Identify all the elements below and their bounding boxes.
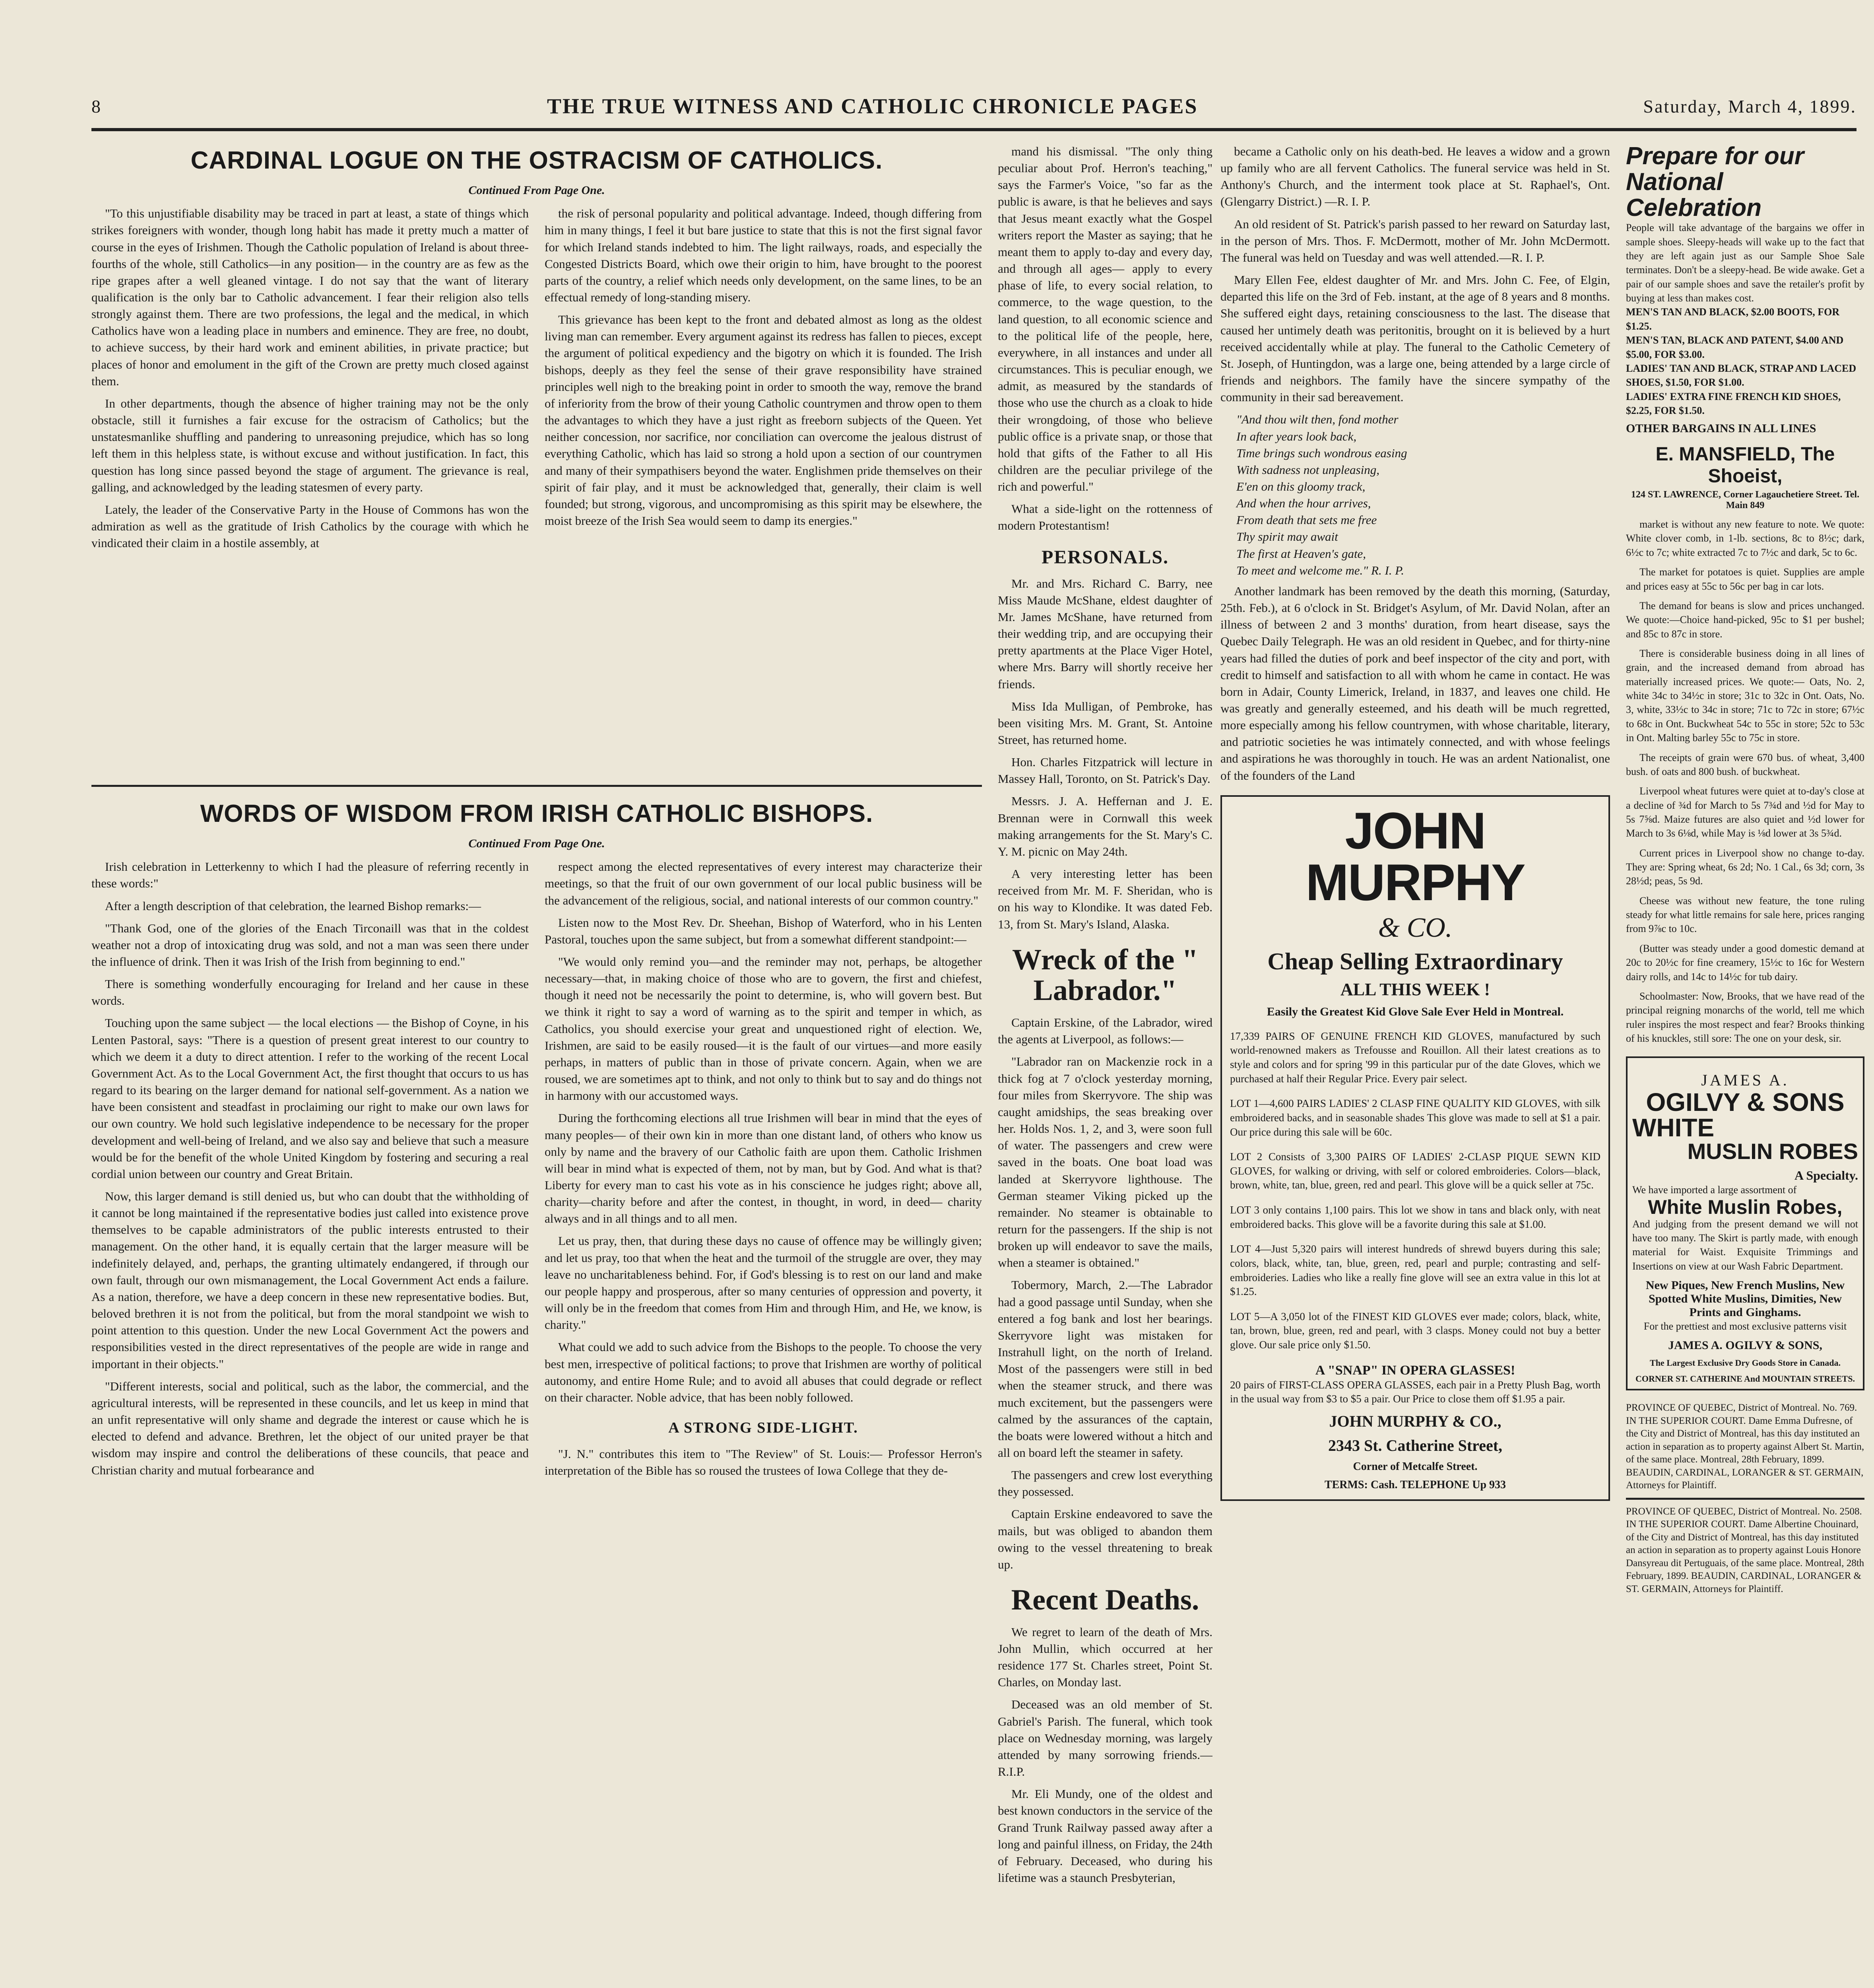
paragraph: the risk of personal popularity and political advantage. Indeed, though differing from him in many things, I feel it but bare justice to state that this is not the first signal favor for which Ireland stands indebted to him. The light railways, roads, and especially the Congested Districts Board, which owe their origin to him, have brought to the poorest parts of the country, a relief which needs only development, on the same lines, to be an effectual remedy of long-standing misery. [545, 206, 982, 304]
paragraph: "We would only remind you—and the reminder may not, perhaps, be altogether necessary—that, in making choice of those who are to govern, the first and chiefest, though it need not be necessarily the point to determine, is, who will govern best. But we think it right to say a word of warning as to the spirit and temper in which, as Catholics, you should exercise your great and unquestioned right of election. We, Irishmen, are said to be easily roused—it is the fault of our virtues—and more easily perhaps, in matters of public than in those of private concern. Again, when we are roused, we are sometimes apt to think, and not only to think but to say and do things not in harmony with our accustomed ways. [545, 954, 982, 1103]
paragraph: A very interesting letter has been received from Mr. M. F. Sheridan, who is on his way to Klondike. It was dated Feb. 13, from St. Mary's Island, Alaska. [998, 867, 1212, 931]
ad-snap-text: 20 pairs of FIRST-CLASS OPERA GLASSES, each pair in a Pretty Plush Bag, worth in the usual way from $3 to $5 a pair. Our Price to close them off $1.95 a pair. [1230, 1378, 1600, 1405]
masthead [91, 84, 1857, 131]
paragraph: "J. N." contributes this item to "The Review" of St. Louis:— Professor Herron's interpretation of the Bible has so roused the trustees of Iowa College that they de- [545, 1446, 982, 1477]
paragraph: An old resident of St. Patrick's parish passed to her reward on Saturday last, in the person of Mrs. Thos. F. McDermott, mother of Mr. John McDermott. The funeral was held on Tuesday and was well attended.—R. I. P. [1220, 217, 1610, 264]
paragraph: There is considerable business doing in all lines of grain, and the increased demand from abroad has materially increased prices. We quote:— Oats, No. 2, white 34c to 34½c in store; 31c to 32c in Ont. Oats, No. 3, white, 33½c to 34c in store; 71c to 72c in store; 67½c to 68c in Ont. Buckwheat 54c to 55c in store; 52c to 53c in Ont. Malting barley 55c to 75c in store. [1626, 647, 1864, 744]
paragraph: The market for potatoes is quiet. Supplies are ample and prices easy at 55c to 56c per bag in car lots. [1626, 566, 1864, 592]
deaths-body [998, 1624, 1212, 1886]
paragraph: Cheese was without new feature, the tone ruling steady for what little remains for sale here, prices ranging from 9⅞c to 10c. [1626, 895, 1864, 935]
ad-lots [1230, 1029, 1600, 1352]
white-heading: WHITE [1632, 1113, 1715, 1142]
ad-footer-name: JOHN MURPHY & CO., [1329, 1412, 1502, 1430]
verse-line: Thy spirit may await [1236, 530, 1338, 544]
verse-line: The first at Heaven's gate, [1236, 546, 1366, 561]
paragraph: What could we add to such advice from the Bishops to the people. To choose the very best men, irrespective of political factions; to prove that Irishmen are worthy of political autonomy, and entire Home Rule; and to avoid all abuses that could degrade or reflect on their character. Noble advice, that has been nobly followed. [545, 1340, 982, 1404]
divider [1626, 1498, 1864, 1500]
article-headline: WORDS OF WISDOM FROM IRISH CATHOLIC BISHOPS. [200, 800, 873, 827]
article-column-a [91, 205, 529, 557]
paragraph: mand his dismissal. "The only thing peculiar about Prof. Herron's teaching," says the Farmer's Voice, "so far as the public is aware, is that he believes and says that Jesus meant exactly what the Gospel writers report the Master as saying; that he meant them to apply to-day and every day, and through all ages— apply to every phase of life, to every social relation, to commerce, to the wage question, to the land question, to all economic science and to the political life of the people, here, everywhere, in all instances and under all circumstances. This is peculiar enough, we admit, as measured by the standards of those who use the church as a cloak to hide their wrongdoing, of those who believe public office is a private snap, or those that hold that gifts of the Father to all His children are the peculiar privilege of the rich and powerful." [998, 144, 1212, 494]
paragraph: Mr. and Mrs. Richard C. Barry, nee Miss Maude McShane, eldest daughter of Mr. James McShane, have returned from their wedding trip, and are occupying their pretty apartments at the Place Viger Hotel, where Mrs. Barry will shortly receive her friends. [998, 576, 1212, 691]
verse-line: "And thou wilt then, fond mother [1236, 412, 1399, 427]
obituaries [1220, 143, 1610, 406]
article-column-b [545, 858, 982, 1485]
paragraph: Deceased was an old member of St. Gabriel's Parish. The funeral, which took place on Wednesday morning, was largely attended by many sorrowing friends.—R.I.P. [998, 1697, 1212, 1779]
paragraph: Schoolmaster: Now, Brooks, that we have read of the principal reigning monarchs of the world, tell me which ruler inspires the most respect and fear? Brooks thinking of his knuckles, still sore: The one on your desk, sir. [1626, 990, 1864, 1044]
paragraph: Another landmark has been removed by the death this morning, (Saturday, 25th. Feb.), at 6 o'clock in St. Bridget's Asylum, of Mr. David Nolan, after an illness of between 2 and 3 months' duration, from heart disease, says the Quebec Daily Telegraph. He was an old resident in Quebec, and for thirty-nine years had filled the duties of pork and beef inspector of the city and port, with credit to himself and satisfaction to all with whom he came in contact. He was born in Adair, County Limerick, Ireland, in 1837, and leaves one child. He was greatly and generally esteemed, and his death will be much regretted, more especially among his fellow countrymen, with whose charitable, literary, and patriotic societies he was intimately connected, and with whose feelings and aspirations he was thoroughly in touch. He was an ardent Nationalist, one of the founders of the Land [1220, 584, 1610, 782]
ogilvy-text: And judging from the present demand we will not have too many. The Skirt is partly made, with enough material for Waist. Exquisite Trimmings and Insertions on view at our Wash Fabric Department. [1632, 1218, 1858, 1272]
verse-line: From death that sets me free [1236, 513, 1377, 527]
paragraph: This grievance has been kept to the front and debated almost as long as the oldest living man can remember. Every argument against its redress has fallen to pieces, except the argument of political expediency and the bigotry on which it is founded. The Irish bishops, deeply as they feel the sense of their grave responsibility have strained principles well nigh to the breaking point in order to smooth the way, remove the brand of inferiority from the brow of their young Catholic countrymen and throw open to them the advantages to which they have a just right as freeborn subjects of the Queen. Yet neither concession, nor sacrifice, nor conciliation can overcome the jealous distrust of everything Catholic, which has laid so strong a hold upon a section of our countrymen and many of their sympathisers beyond the water. Englishmen pride themselves on their spirit of fair play, and it must be acknowledged that, generally, their claim is well founded; but strong, vigorous, and uncompromising as this spirit may be elsewhere, the moist breeze of the Irish Sea would seem to damp its energies." [545, 313, 982, 528]
personals-body [998, 575, 1212, 933]
paragraph: market is without any new feature to note. We quote: White clover comb, in 1-lb. sections, 8c to 8½c; dark, 6½c to 7c; white extracted 7c to 7½c and dark, 5c to 6c. [1626, 518, 1864, 558]
paragraph: "Thank God, one of the glories of the Enach Tirconaill was that in the coldest weather not a drop of intoxicating drug was sold, and not a man was seen there under the influence of drink. Then it was Irish of the Irish from beginning to end." [91, 921, 529, 969]
paragraph: Mr. Eli Mundy, one of the oldest and best known conductors in the service of the Grand Trunk Railway passed away after a long and painful illness, on Friday, the 24th of February. Deceased, who during his lifetime was a staunch Presbyterian, [998, 1787, 1212, 1885]
paragraph: "To this unjustifiable disability may be traced in part at least, a state of things which strikes foreigners with wonder, though long habit has made it pretty much a matter of course in the eyes of Irishmen. Though the Catholic population of Ireland is about three-fourths of the whole, still Catholics—in any position— in the country are as few as the ripe grapes after a well gleaned vintage. I do not say that the want of literary qualification is the only bar to Catholic advancement. I fear their religion also tells strongly against them. There are two professions, the legal and the medical, in which Catholics have won a leading place in numbers and eminence. They are free, no doubt, to achieve success, by their hard work and eminent abilities, in private practice; but places of honor and emolument in the gift of the Crown are pretty much closed against them. [91, 206, 529, 388]
paragraph: Mary Ellen Fee, eldest daughter of Mr. and Mrs. John C. Fee, of Elgin, departed this life on the 3rd of Feb. instant, at the age of 8 years and 8 months. She suffered eight days, retaining consciousness to the last. The disease that caused her untimely death was peritonitis, brought on it is believed by a hurt received accidentally while at play. The funeral to the Catholic Cemetery of St. Joseph, of Huntingdon, was a large one, being attended by a large circle of friends and neighbors. The family have the sincere sympathy of the community in their sad bereavement. [1220, 273, 1610, 404]
paragraph: Captain Erskine, of the Labrador, wired the agents at Liverpool, as follows:— [998, 1015, 1212, 1046]
muslin-robes-heading: MUSLIN ROBES [1687, 1139, 1858, 1164]
paragraph: respect among the elected representatives of every interest may characterize their meetings, so that the fruit of our own government of our local public business will be the advancement of the religious, social, and national interests of our common country." [545, 860, 982, 907]
paragraph: What a side-light on the rottenness of modern Protestantism! [998, 502, 1212, 533]
ad-snap-heading: A "SNAP" IN OPERA GLASSES! [1315, 1363, 1515, 1378]
price-line: MEN'S TAN AND BLACK, $2.00 BOOTS, FOR $1.25. [1626, 306, 1840, 332]
column-five [1626, 143, 1864, 1988]
shoe-ad-text: People will take advantage of the bargains we offer in sample shoes. Sleepy-heads will wake up to the fact that they are left again just as our Sample Shoe Sale terminates. Don't be a sleepy-head. Be wide awake. Get a pair of our sample shoes and save the retailer's profit by buying at less than makes cost. [1626, 222, 1864, 304]
paragraph: In other departments, though the absence of higher training may not be the only obstacle, still it furnishes a fair excuse for the ostracism of Catholics; but the unstatesmanlike shuffling and pandering to unreasoning prejudice, which has so long left them in this helpless state, is without excuse and without justification. In fact, this question has long since passed beyond the stage of argument. The grievance is real, galling, and acknowledged by the leading statesmen of every party. [91, 396, 529, 494]
paragraph: We regret to learn of the death of Mrs. John Mullin, which occurred at her residence 177 St. Charles street, Point St. Charles, on Monday last. [998, 1625, 1212, 1689]
mansfield-address: 124 ST. LAWRENCE, Corner Lagauchetiere Street. Tel. Main 849 [1631, 489, 1860, 511]
shoe-price-list [1626, 305, 1864, 417]
continued-note: Continued From Page One. [468, 837, 605, 850]
ad-lead: Easily the Greatest Kid Glove Sale Ever Held in Montreal. [1267, 1005, 1564, 1018]
newspaper-title: THE TRUE WITNESS AND CATHOLIC CHRONICLE PAGES [547, 94, 1198, 118]
paragraph: Now, this larger demand is still denied us, but who can doubt that the withholding of it cannot be long maintained if the representative bodies just called into existence prove themselves to be capable administrators of the public interests entrusted to their management. On the other hand, it is equally certain that the larger measure will be indefinitely delayed, and, perhaps, the granting ultimately endangered, if through our own fault, through our own mismanagement, the Local Government Act ends a failure. As a nation, therefore, we have a deep concern in these new representative bodies. But, beloved brethren it is not from the political, but from the moral standpoint we wish to point attention to this question. Under the new Local Government Act the powers and responsibilities vested in the direct representatives of the people are wide in range and important in their objects." [91, 1189, 529, 1371]
other-bargains: OTHER BARGAINS IN ALL LINES [1626, 422, 1816, 435]
paragraph: Messrs. J. A. Heffernan and J. E. Brennan were in Cornwall this week making arrangements for the St. Mary's C. Y. M. picnic on May 24th. [998, 794, 1212, 858]
paragraph: Captain Erskine endeavored to save the mails, but was obliged to abandon them owing to the vessel threatening to break up. [998, 1507, 1212, 1571]
price-line: MEN'S TAN, BLACK AND PATENT, $4.00 AND $5.00, FOR $3.00. [1626, 334, 1844, 360]
article-column-a [91, 858, 529, 1485]
paragraph: Current prices in Liverpool show no change to-day. They are: Spring wheat, 6s 2d; No. 1 Cal., 6s 3d; corn, 3s 28½d; peas, 5s 9d. [1626, 847, 1864, 887]
paragraph: "Different interests, social and political, such as the labor, the commercial, and the agricultural interests, will be represented in these councils, and let us keep in mind that an unfit representative will only shame and degrade the interest or cause which he is elected to defend and advance. Brethren, let the object of our united prayer be that wisdom may inspire and control the deliberations of these councils, that peace and Christian charity and mutual forbearance and [91, 1379, 529, 1477]
price-line: LADIES' EXTRA FINE FRENCH KID SHOES, $2.25, FOR $1.50. [1626, 390, 1841, 416]
page-number: 8 [91, 96, 102, 116]
ad-lot: LOT 3 only contains 1,100 pairs. This lot we show in tans and black only, with neat embroidered backs. This glove will be a favorite during this sale at $1.00. [1230, 1204, 1600, 1230]
paragraph: The receipts of grain were 670 bus. of wheat, 3,400 bush. of oats and 800 bush. of buckwheat. [1626, 751, 1864, 777]
paragraph: Let us pray, then, that during these days no cause of offence may be willingly given; and let us pray, too that when the heat and the turmoil of the struggle are over, they may leave no uncharitableness behind. For, if God's blessing is to rest on our land and make our people happy and prosperous, after so many centuries of oppression and poverty, it will only be in the freedom that comes from Him and through Him, and He, we know, is charity." [545, 1234, 982, 1332]
paragraph: "Labrador ran on Mackenzie rock in a thick fog at 7 o'clock yesterday morning, four miles from Skerryvore. The ship was caught amidships, the seas breaking over her. Holds Nos. 1, 2, and 3, were soon full of water. The passengers and crew were saved in the boats. One boat load was landed at Skerryvore lighthouse. The German steamer Viking picked up the remainder. No steamer is obtainable to return for the passengers. If the ship is not broken up will endeavor to save the mails, when a steamer is obtained." [998, 1054, 1212, 1270]
right-market-notes [1626, 517, 1864, 1045]
paragraph: Tobermory, March, 2.—The Labrador had a good passage until Sunday, when she entered a fog bank and lost her bearings. Skerryvore light was mistaken for Instrahull light, on the north of Ireland. Most of the passengers were still in bed when the steamer struck, and there was much excitement, but the passengers were calmed by the assurances of the captain, the boats were lowered without a hitch and all on board left the steamer in safety. [998, 1278, 1212, 1460]
piques-line: New Piques, New French Muslins, New Spotted White Muslins, Dimities, New Prints and Ginghams. [1645, 1279, 1845, 1319]
verse-line: To meet and welcome me." R. I. P. [1236, 563, 1404, 577]
advertiser-co: & CO. [1378, 912, 1453, 943]
ogilvy-footer-sub: The Largest Exclusive Dry Goods Store in Canada. [1650, 1358, 1841, 1368]
column-four [1220, 143, 1610, 1988]
paragraph: Miss Ida Mulligan, of Pembroke, has been visiting Mrs. M. Grant, St. Antoine Street, has returned home. [998, 699, 1212, 747]
verse-line: E'en on this gloomy track, [1236, 479, 1366, 493]
article-body [91, 858, 982, 1485]
ad-footer-address: 2343 St. Catherine Street, [1328, 1436, 1503, 1454]
ad-lot: LOT 4—Just 5,320 pairs will interest hundreds of shrewd buyers during this sale; colors, black, white, tan, blue, green, red, pearl and purple; contrasting and self-embroideries. Ladies who like a really fine glove will see an extra value in this lot at $1.25. [1230, 1243, 1600, 1298]
john-murphy-ad [1220, 795, 1610, 1501]
deaths-heading: Recent Deaths. [1011, 1584, 1199, 1617]
memorial-verse [1236, 411, 1594, 579]
legal-notice: PROVINCE OF QUEBEC, District of Montreal. No. 2508. IN THE SUPERIOR COURT. Dame Albertine Chouinard, of the City and District of Montreal, has this day instituted an action in separation as to property against Louis Honore Dansyreau dit Pertuguais, of the same place. Montreal, 28th February, 1899. BEAUDIN, CARDINAL, LORANGER & ST. GERMAIN, Attorneys for Plaintiff. [1626, 1506, 1864, 1594]
wreck-heading: Wreck of the " Labrador." [1012, 943, 1198, 1007]
specialty: A Specialty. [1794, 1168, 1858, 1183]
ad-lot: LOT 2 Consists of 3,300 PAIRS OF LADIES' 2-CLASP PIQUE SEWN KID GLOVES, for walking or driving, with self or colored embroideries. Colors—black, brown, white, tan, blue, green, red and pearl. This glove will be a quick seller at 75c. [1230, 1151, 1600, 1191]
shoe-ad-headline: Prepare for our National Celebration [1626, 143, 1804, 222]
ad-lot: 17,339 PAIRS OF GENUINE FRENCH KID GLOVES, manufactured by such world-renowned makers as Trefousse and Rouillon. All their latest creations as to style and colors and for spring '99 in this particular pur of the date Gloves, which we purchased at half their Regular Price. Every pair select. [1230, 1030, 1600, 1085]
mansfield-name: E. MANSFIELD, The Shoeist, [1655, 444, 1835, 487]
ogilvy-text: We have imported a large assortment of [1632, 1184, 1797, 1196]
article-column-b [545, 205, 982, 557]
article-headline: CARDINAL LOGUE ON THE OSTRACISM OF CATHOLICS. [190, 147, 883, 174]
paragraph: Hon. Charles Fitzpatrick will lecture in Massey Hall, Toronto, on St. Patrick's Day. [998, 755, 1212, 786]
paragraph: Lately, the leader of the Conservative Party in the House of Commons has won the admiration as well as the gratitude of Irish Catholics by the courage with which he vindicated their claim in a hostile assembly, at [91, 502, 529, 550]
paragraph: Touching upon the same subject — the local elections — the Bishop of Coyne, in his Lenten Pastoral, says: "There is a question of present great interest to our country to which we deem it a duty to direct attention. I refer to the working of the recent Local Government Act. As to the Local Government Act, the first thought that occurs to us has regard to its bearing on the larger demand for national self-government. As a nation we have been consistent and steadfast in proclaiming our right to make our own laws for our own country. We hold such legislative independence to be necessary for the proper development and well-being of Ireland, and we also say and believe that such a measure would be for the benefit of the whole United Kingdom by fostering and securing a real cordial union between our country and Great Britain. [91, 1016, 529, 1181]
cardinal-article [91, 143, 982, 763]
wreck-body [998, 1014, 1212, 1573]
paragraph: The demand for beans is slow and prices unchanged. We quote:—Choice hand-picked, 95c to $1 per bushel; and 85c to 87c in store. [1626, 600, 1864, 640]
paragraph: Irish celebration in Letterkenny to which I had the pleasure of referring recently in these words:" [91, 860, 529, 891]
continued-note: Continued From Page One. [468, 184, 605, 197]
herron-article [998, 143, 1212, 534]
ad-week: ALL THIS WEEK ! [1340, 979, 1490, 999]
personals-heading: PERSONALS. [1041, 546, 1169, 568]
paragraph: The passengers and crew lost everything they possessed. [998, 1468, 1212, 1499]
wisdom-article [91, 771, 982, 1988]
ad-footer-corner: Corner of Metcalfe Street. [1353, 1460, 1478, 1473]
verse-line: And when the hour arrives, [1236, 496, 1371, 511]
paragraph: There is something wonderfully encouraging for Ireland and her cause in these words. [91, 977, 529, 1008]
paragraph: During the forthcoming elections all true Irishmen will bear in mind that the eyes of many peoples— of their own kin in more than one distant land, of others who know us only by name and the bravery of our Catholic faith are upon them. Catholic Irishmen will bear in mind what is expected of them, not by man, but by God. And what is that? Liberty for every man to cast his vote as in his conscience he judges right; above all, charity—charity before and after the contest, in thought, in word, in deed— charity always and in all things and to all men. [545, 1111, 982, 1226]
landmark-obituary [1220, 583, 1610, 784]
paragraph: (Butter was steady under a good domestic demand at 20c to 20½c for fine creamery, 15½c to 16c for Western dairy rolls, and 14c to 14½c for tub dairy. [1626, 942, 1864, 982]
legal-notice: PROVINCE OF QUEBEC, District of Montreal. No. 769. IN THE SUPERIOR COURT. Dame Emma Dufresne, of the City and District of Montreal, has this day instituted an action in separation as to property against Albert St. Martin, of the same place. Montreal, 28th February, 1899. BEAUDIN, CARDINAL, LORANGER & ST. GERMAIN, Attorneys for Plaintiff. [1626, 1402, 1864, 1491]
ad-footer-terms: TERMS: Cash. TELEPHONE Up 933 [1324, 1478, 1506, 1491]
issue-date: Saturday, March 4, 1899. [1643, 96, 1857, 116]
verse-line: In after years look back, [1236, 429, 1357, 443]
article-body [91, 205, 982, 557]
section-heading: A STRONG SIDE-LIGHT. [668, 1419, 858, 1437]
ad-tagline: Cheap Selling Extraordinary [1267, 948, 1563, 975]
paragraph: Liverpool wheat futures were quiet at to-day's close at a decline of ¾d for March to 5s 7¾d and ½d for May to 5s 7⅝d. Maize futures are also quiet and ½d lower for March to 3s 6⅛d, while May is ⅛d lower at 3s 5¾d. [1626, 785, 1864, 839]
column-three [998, 143, 1212, 1988]
divider [91, 785, 982, 787]
ad-lot: LOT 1—4,600 PAIRS LADIES' 2 CLASP FINE QUALITY KID GLOVES, with silk embroidered backs, and in seasonable shades This glove was made to sell at $1 a pair. Our price during this sale will be 60c. [1230, 1097, 1600, 1138]
ogilvy-address: CORNER ST. CATHERINE And MOUNTAIN STREETS. [1635, 1374, 1855, 1384]
paragraph: After a length description of that celebration, the learned Bishop remarks:— [105, 899, 481, 913]
prettiest-line: For the prettiest and most exclusive patterns visit [1643, 1320, 1847, 1332]
verse-line: Time brings such wondrous easing [1236, 446, 1407, 460]
advertiser-name: JOHN MURPHY [1306, 801, 1525, 911]
paragraph: Listen now to the Most Rev. Dr. Sheehan, Bishop of Waterford, who in his Lenten Pastoral, touches upon the same subject, but from a somewhat different standpoint:— [545, 915, 982, 946]
paragraph: became a Catholic only on his death-bed. He leaves a widow and a grown up family who are all fervent Catholics. The funeral service was held in St. Anthony's Church, and the interment took place at St. Raphael's, Ont. (Glengarry District.) —R. I. P. [1220, 144, 1610, 209]
ad-lot: LOT 5—A 3,050 lot of the FINEST KID GLOVES ever made; colors, black, white, tan, brown, blue, green, red and pearl, with 3 clasps. Money could not buy a better glove. Our sale price only $1.50. [1230, 1310, 1600, 1351]
white-muslin-robes: White Muslin Robes, [1648, 1196, 1843, 1218]
ogilvy-name: OGILVY & SONS [1646, 1088, 1845, 1117]
ogilvy-ad [1626, 1056, 1864, 1390]
ogilvy-first: JAMES A. [1701, 1071, 1789, 1089]
verse-line: With sadness not unpleasing, [1236, 462, 1379, 477]
price-line: LADIES' TAN AND BLACK, STRAP AND LACED SHOES, $1.50, FOR $1.00. [1626, 362, 1857, 388]
ogilvy-footer: JAMES A. OGILVY & SONS, [1668, 1339, 1822, 1352]
